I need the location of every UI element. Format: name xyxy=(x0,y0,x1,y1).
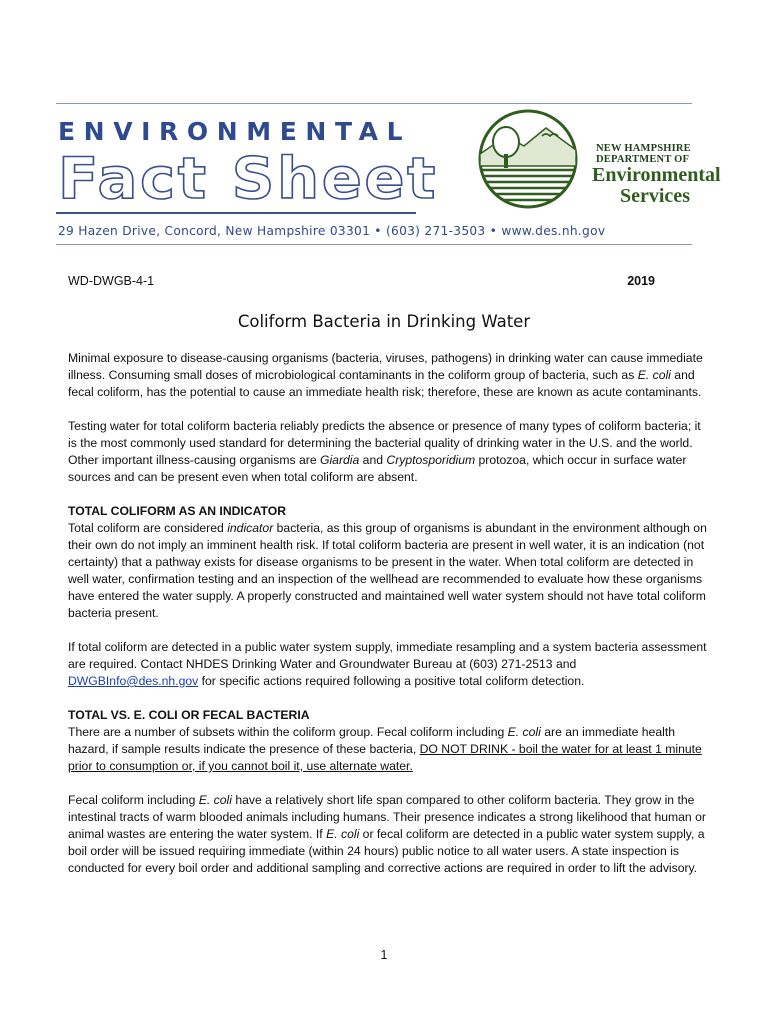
header-mid-rule xyxy=(56,212,416,214)
logo-environmental: Environmental xyxy=(592,164,721,186)
page-number: 1 xyxy=(380,948,388,962)
logo-new-hampshire: NEW HAMPSHIRE xyxy=(596,143,691,154)
environmental-heading: ENVIRONMENTAL xyxy=(58,117,412,146)
paragraph-subsets: There are a number of subsets within the coliform group. Fecal coliform including E. coli are an immediate health hazard, if sample results indicate the presence of these bacteria, DO NOT DRINK - boil the water for at least 1 minute prior to consumption or, if you cannot boil it, use alternate water. xyxy=(68,725,702,773)
header-top-rule xyxy=(56,103,692,104)
section-heading-fecal: TOTAL VS. E. COLI OR FECAL BACTERIA xyxy=(68,708,310,722)
logo-services: Services xyxy=(620,185,690,207)
paragraph-indicator: Total coliform are considered indicator bacteria, as this group of organisms is abundant in the environment although on their own do not imply an imminent health risk. If total coliform bacteria are present in well water, it is an indication (not certainty) that a pathway exists for disease organisms to be present in the water. When total coliform are detected in well water, confirmation testing and an inspection of the wellhead are recommended to evaluate how these organisms have entered the water supply. A properly constructed and maintained well water system should not have total coliform bacteria present. xyxy=(68,521,707,620)
fact-sheet-header xyxy=(56,100,721,246)
page-title: Coliform Bacteria in Drinking Water xyxy=(237,312,531,331)
nhdes-logo xyxy=(476,106,721,210)
document-id: WD-DWGB-4-1 xyxy=(68,274,155,288)
header-bottom-rule xyxy=(56,244,692,245)
fact-sheet-wordmark xyxy=(56,144,446,206)
fact-sheet-text: Fact Sheet xyxy=(58,146,439,206)
email-link[interactable]: DWGBInfo@des.nh.gov xyxy=(68,674,199,688)
logo-department-of: DEPARTMENT OF xyxy=(596,154,690,165)
paragraph-testing: Testing water for total coliform bacteria reliably predicts the absence or presence of many types of coliform bacteria; it is the most commonly used standard for determining the bacterial quality of drinking water in the U.S. and the world. Other important illness-causing organisms are Giardia and Cryptosporidium protozoa, which occur in surface water sources and can be present even when total coliform are absent. xyxy=(68,419,701,484)
section-heading-indicator: TOTAL COLIFORM AS AN INDICATOR xyxy=(68,504,287,518)
paragraph-intro: Minimal exposure to disease-causing organisms (bacteria, viruses, pathogens) in drinking water can cause immediate illness. Consuming small doses of microbiological contaminants in the coliform group of bacteria, such as E. coli and fecal coliform, has the potential to cause an immediate health risk; therefore, these are known as acute contaminants. xyxy=(68,351,703,399)
paragraph-public-system: If total coliform are detected in a public water system supply, immediate resampling and a system bacteria assessment are required. Contact NHDES Drinking Water and Groundwater Bureau at (603) 271-2513 and DWGBInfo@des.nh.gov for specific actions required following a positive total coliform detection. xyxy=(68,640,707,688)
paragraph-fecal: Fecal coliform including E. coli have a relatively short life span compared to other coliform bacteria. They grow in the intestinal tracts of warm blooded animals including humans. Their presence indicates a strong likelihood that human or animal wastes are entering the water system. If E. coli or fecal coliform are detected in a public water system supply, a boil order will be issued requiring immediate (within 24 hours) public notice to all water users. A state inspection is conducted for every boil order and additional sampling and corrective actions are required in order to lift the advisory. xyxy=(68,793,706,875)
contact-address: 29 Hazen Drive, Concord, New Hampshire 03301 • (603) 271-3503 • www.des.nh.gov xyxy=(58,224,606,238)
do-not-drink-warning: DO NOT DRINK - boil the water for at least 1 minute prior to consumption or, if you cannot boil it, use alternate water. xyxy=(68,742,702,773)
document-year: 2019 xyxy=(627,274,655,288)
document-body xyxy=(68,350,708,894)
